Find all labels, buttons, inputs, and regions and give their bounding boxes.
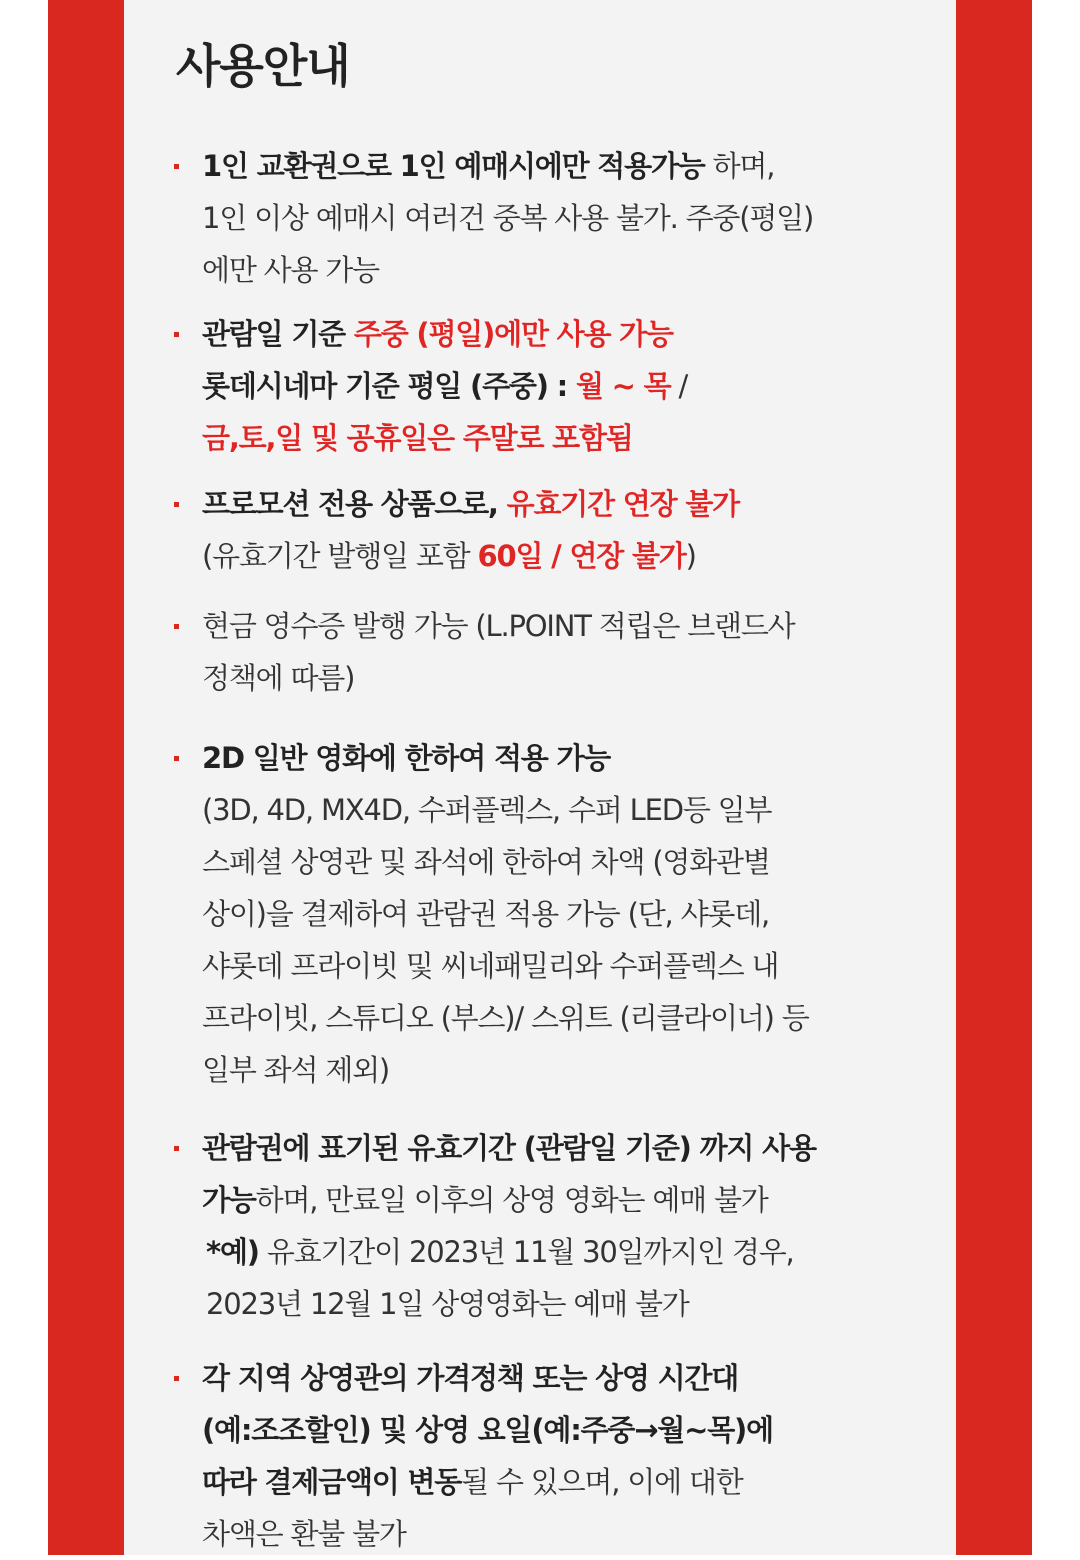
page-title: 사용안내	[176, 39, 350, 93]
list-item: 관람일 기준 주중 (평일)에만 사용 가능 롯데시네마 기준 평일 (주중) : 월 ~ 목 / 금,토,일 및 공휴일은 주말로 포함됨	[170, 308, 940, 464]
bullet-icon	[174, 164, 179, 169]
bullet-icon	[174, 332, 179, 337]
list-item: 2D 일반 영화에 한하여 적용 가능 (3D, 4D, MX4D, 수퍼플렉스, 수퍼 LED등 일부 스페셜 상영관 및 좌석에 한하여 차액 (영화관별 상이)을 결제하여 관람권 적용 가능 (단, 샤롯데, 샤롯데 프라이빗 및 씨네패밀리와 수퍼플렉스 내 프라이빗, 스튜디오 (부스)/ 스위트 (리클라이너) 등 일부 좌석 제외)	[170, 732, 940, 1096]
bullet-icon	[174, 1376, 179, 1381]
bullet-icon	[174, 1146, 179, 1151]
bullet-icon	[174, 502, 179, 507]
bullet-icon	[174, 756, 179, 761]
list-item: 관람권에 표기된 유효기간 (관람일 기준) 까지 사용 가능하며, 만료일 이후의 상영 영화는 예매 불가 *예) 유효기간이 2023년 11월 30일까지인 경우, 2023년 12월 1일 상영영화는 예매 불가	[170, 1122, 940, 1330]
list-item: 현금 영수증 발행 가능 (L.POINT 적립은 브랜드사 정책에 따름)	[170, 600, 940, 704]
list-item: 1인 교환권으로 1인 예매시에만 적용가능 하며, 1인 이상 예매시 여러건 중복 사용 불가. 주중(평일) 에만 사용 가능	[170, 140, 940, 296]
list-item: 각 지역 상영관의 가격정책 또는 상영 시간대 (예:조조할인) 및 상영 요일(예:주중→월~목)에 따라 결제금액이 변동될 수 있으며, 이에 대한 차액은 환불 불가	[170, 1352, 940, 1560]
bullet-icon	[174, 624, 179, 629]
list-item: 프로모션 전용 상품으로, 유효기간 연장 불가 (유효기간 발행일 포함 60일 / 연장 불가)	[170, 478, 940, 582]
usage-guide-list	[170, 140, 940, 1560]
